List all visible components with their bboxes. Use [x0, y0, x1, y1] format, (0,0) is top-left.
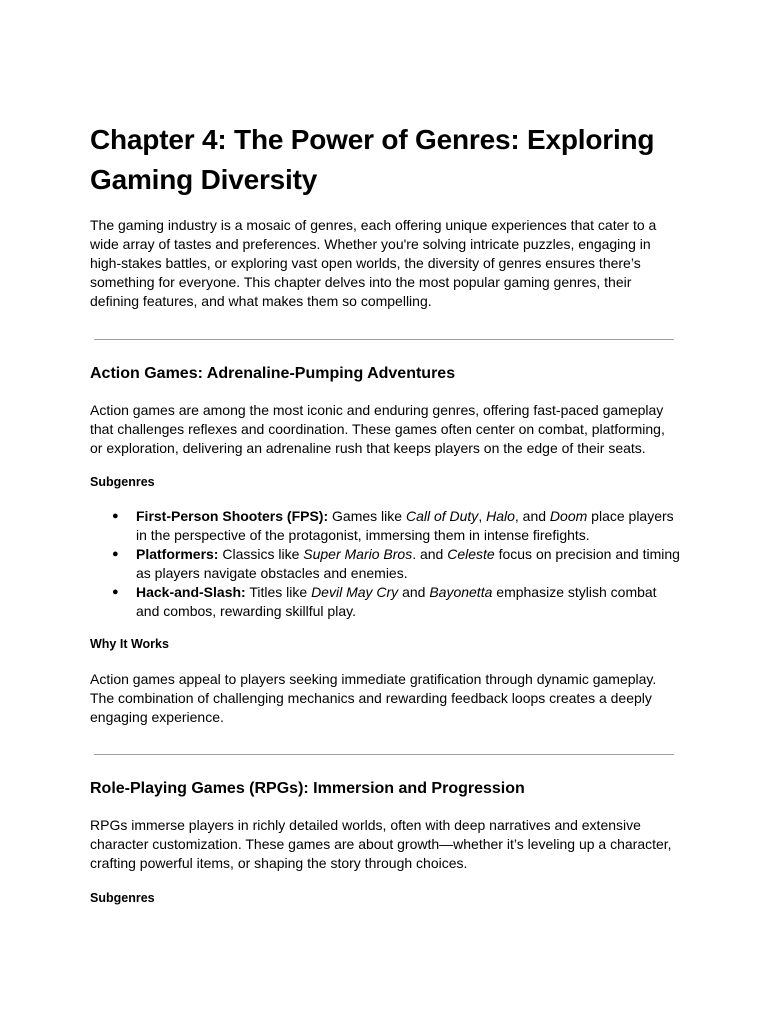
game-title: Halo: [486, 508, 515, 524]
subgenre-text: ,: [478, 508, 487, 524]
subgenre-text: and: [398, 584, 430, 600]
action-section-heading: Action Games: Adrenaline-Pumping Adventures: [90, 365, 456, 382]
intro-paragraph: The gaming industry is a mosaic of genres, each offering unique experiences that cater to a wide array of tastes and preferences. Whether you're solving intricate puzzles, engaging in high-stakes battles, or exploring vast open worlds, the diversity of genres ensures there’s something for everyone. This chapter delves into the most popular gaming genres, their defining features, and what makes them so compelling.: [90, 217, 657, 309]
list-item: [90, 507, 680, 545]
subgenre-text: focus on precision and timing as players navigate obstacles and enemies.: [136, 546, 680, 581]
why-it-works-paragraph: Action games appeal to players seeking immediate gratification through dynamic gameplay. The combination of challenging mechanics and rewarding feedback loops creates a deeply engaging experience.: [90, 671, 657, 725]
subgenre-text: Classics like: [218, 546, 304, 562]
list-item: [90, 583, 680, 621]
game-title: Bayonetta: [429, 584, 493, 600]
subgenre-text: Games like: [328, 508, 406, 524]
bullet-icon: ●: [112, 586, 119, 598]
chapter-title: Chapter 4: The Power of Genres: Exploring Gaming Diversity: [90, 124, 655, 195]
subgenre-term: Platformers:: [136, 546, 219, 562]
subgenre-text: . and: [412, 546, 448, 562]
why-it-works-heading: Why It Works: [90, 637, 169, 651]
action-subgenres-heading: Subgenres: [90, 475, 155, 489]
bullet-icon: ●: [112, 510, 119, 522]
subgenre-text: emphasize stylish combat and combos, rewarding skillful play.: [136, 584, 657, 619]
subgenre-term: Hack-and-Slash:: [136, 584, 246, 600]
subgenre-text: place players in the perspective of the protagonist, immersing them in intense firefights.: [136, 508, 674, 543]
action-subgenres-list: [90, 507, 680, 621]
subgenre-text: Titles like: [245, 584, 312, 600]
game-title: Doom: [549, 508, 588, 524]
section-divider: [94, 754, 674, 755]
game-title: Celeste: [447, 546, 495, 562]
section-divider: [94, 339, 674, 340]
rpg-subgenres-heading: Subgenres: [90, 891, 155, 905]
bullet-icon: ●: [112, 548, 119, 560]
subgenre-term: First-Person Shooters (FPS):: [136, 508, 329, 524]
list-item: [90, 545, 680, 583]
rpg-paragraph: RPGs immerse players in richly detailed worlds, often with deep narratives and extensive character customization. These games are about growth—whether it’s leveling up a character, crafting powerful items, or shaping the story through choices.: [90, 817, 672, 871]
game-title: Call of Duty: [405, 508, 479, 524]
rpg-section-heading: Role-Playing Games (RPGs): Immersion and Progression: [90, 780, 525, 797]
action-paragraph: Action games are among the most iconic and enduring genres, offering fast-paced gameplay that challenges reflexes and coordination. These games often center on combat, platforming, or exploration, delivering an adrenaline rush that keeps players on the edge of their seats.: [90, 402, 665, 456]
game-title: Super Mario Bros: [303, 546, 413, 562]
game-title: Devil May Cry: [311, 584, 399, 600]
subgenre-text: , and: [514, 508, 550, 524]
